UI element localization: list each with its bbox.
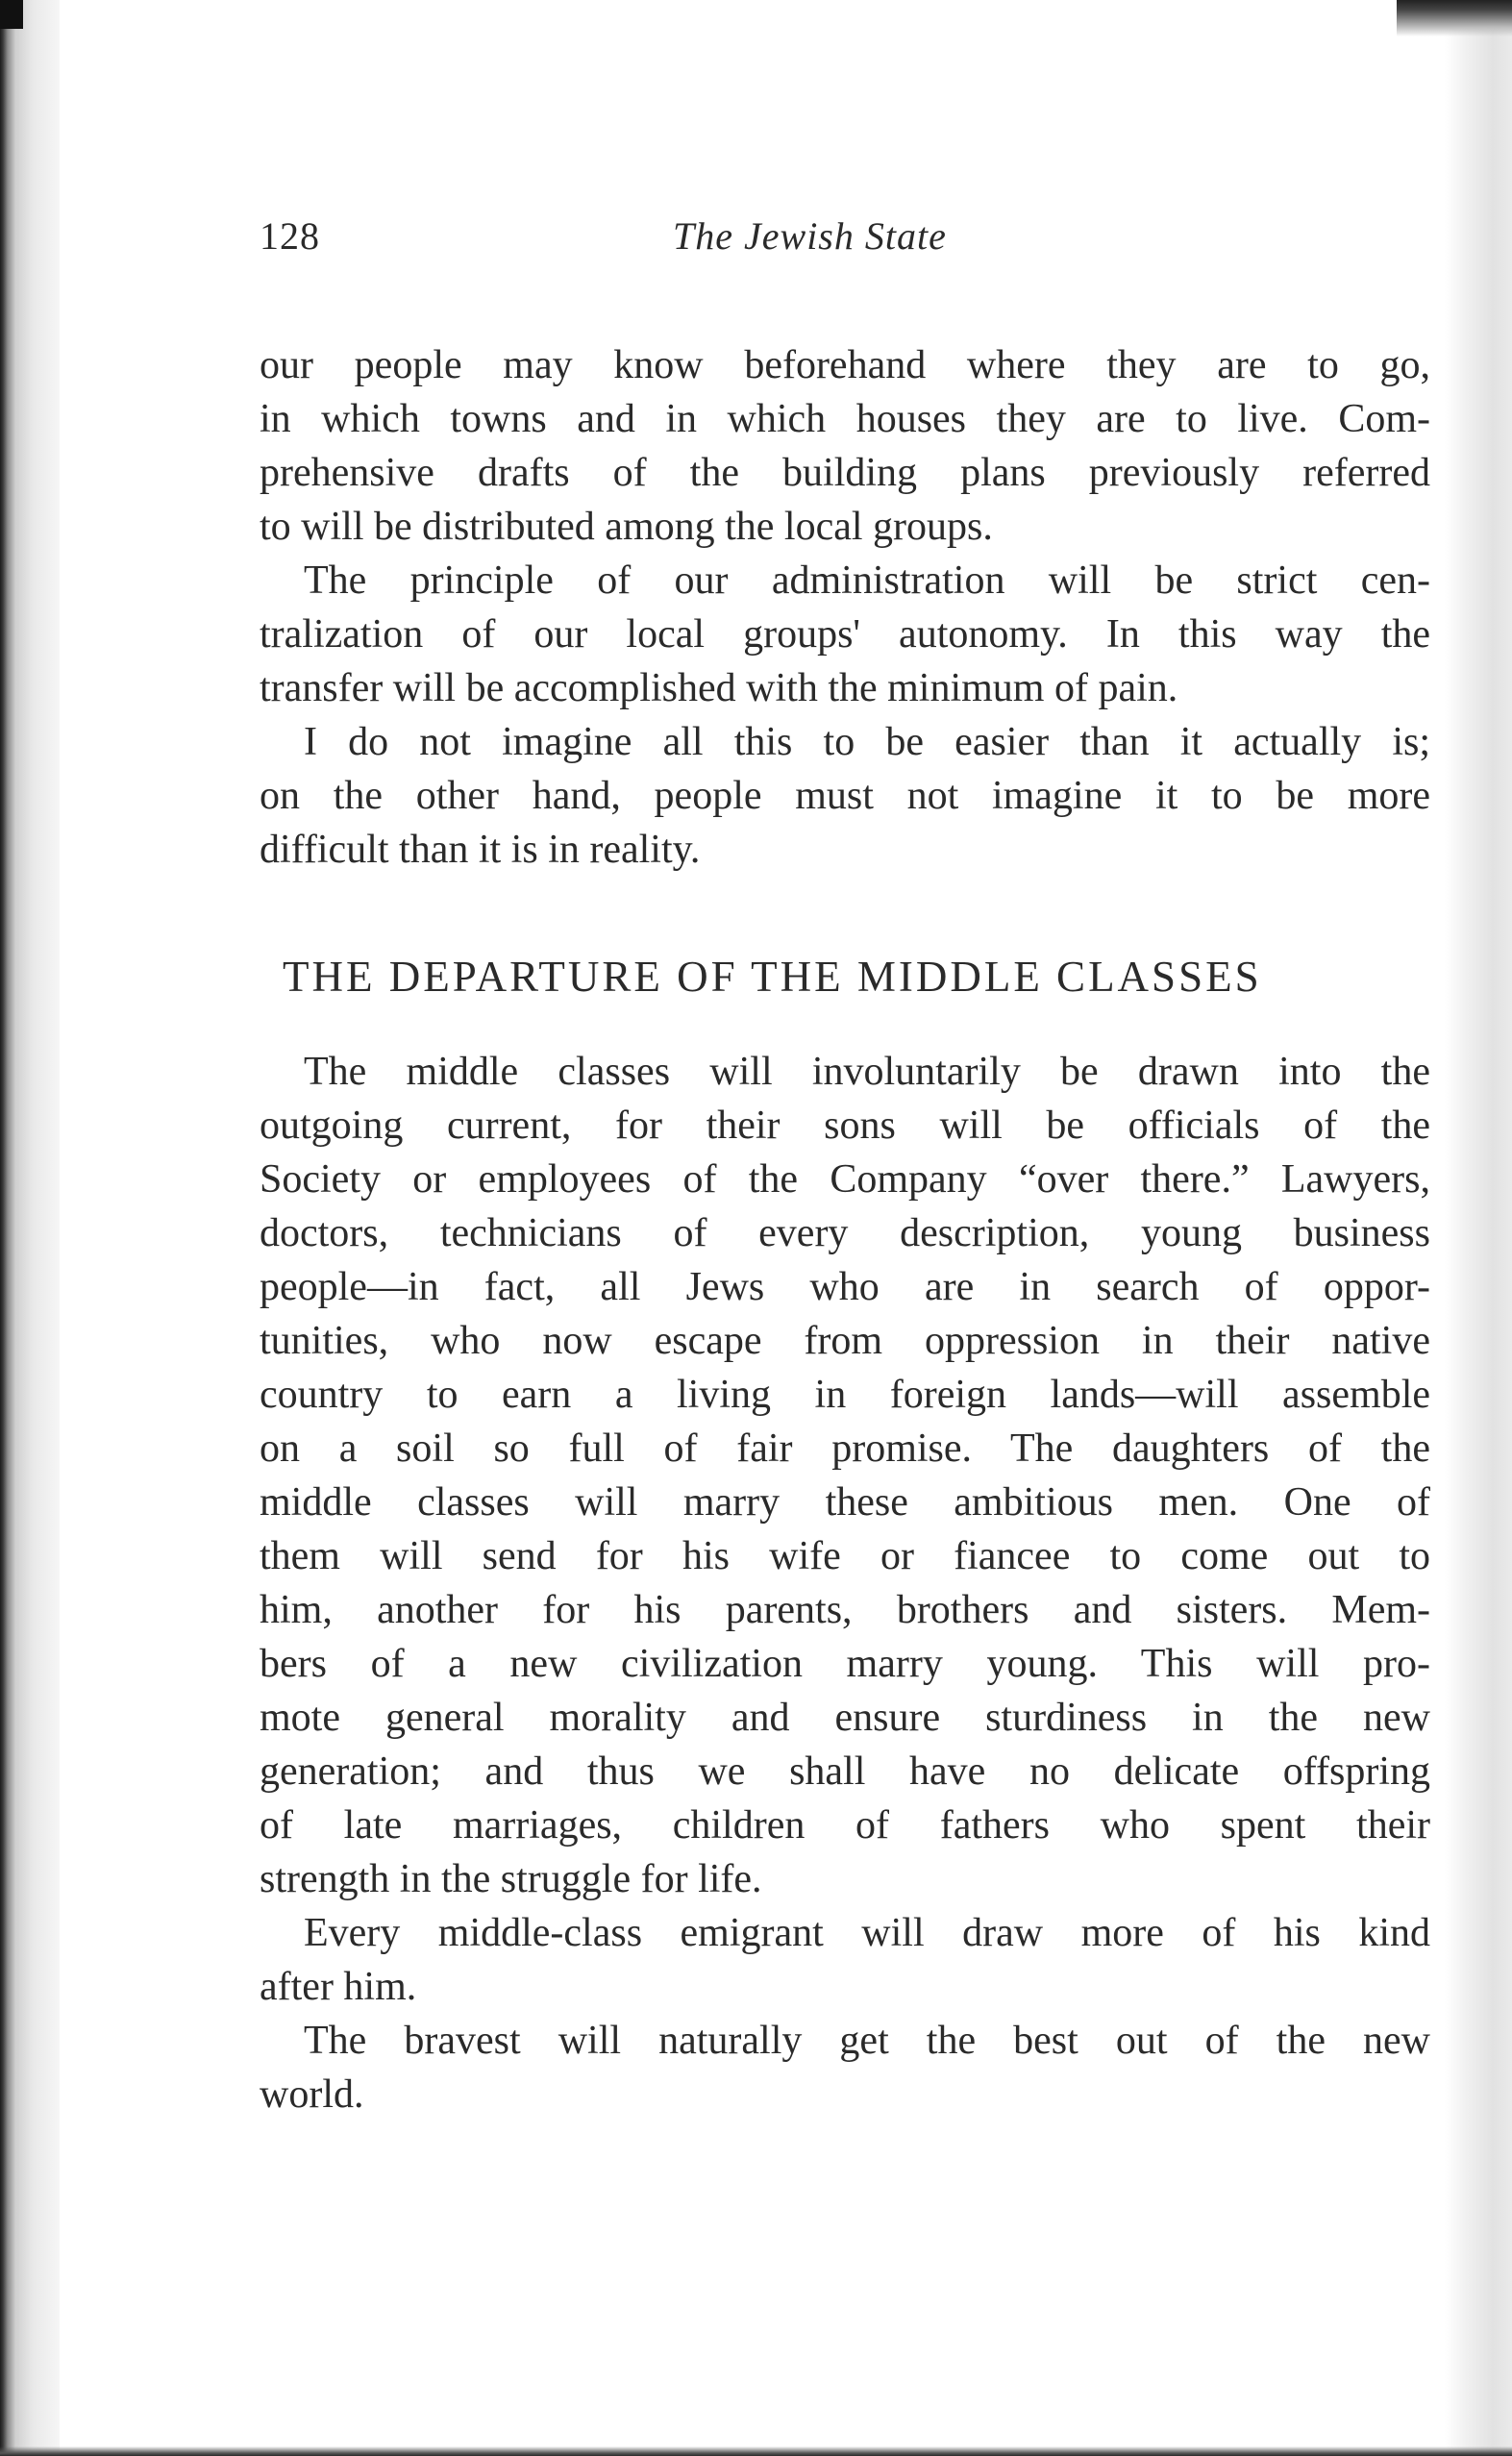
text-line: of late marriages, children of fathers who spent their: [260, 1803, 1430, 1848]
text-line: outgoing current, for their sons will be officials of the: [260, 1104, 1430, 1148]
text-line: bers of a new civilization marry young. This will pro-: [260, 1642, 1430, 1686]
section-1-body: [260, 338, 1430, 877]
section-heading: THE DEPARTURE OF THE MIDDLE CLASSES: [283, 953, 1262, 1001]
text-line: middle classes will marry these ambitious men. One of: [260, 1480, 1430, 1525]
text-line: our people may know beforehand where they are to go,: [260, 343, 1430, 387]
text-line: I do not imagine all this to be easier than it actually is;: [304, 720, 1430, 764]
paragraph: [260, 1045, 1430, 1906]
text-line: Every middle-class emigrant will draw more of his kind: [304, 1911, 1430, 1955]
text-line: him, another for his parents, brothers and sisters. Mem-: [260, 1588, 1430, 1632]
text-line: mote general morality and ensure sturdiness in the new: [260, 1696, 1430, 1740]
paragraph: [260, 2014, 1430, 2121]
text-line: The bravest will naturally get the best out of the new: [304, 2019, 1430, 2063]
page-header: [260, 213, 1434, 271]
scan-corner-shadow: [0, 0, 23, 29]
text-line: Society or employees of the Company “over there.” Lawyers,: [260, 1157, 1430, 1202]
text-line: prehensive drafts of the building plans previously referred: [260, 451, 1430, 495]
text-line: on the other hand, people must not imagine it to be more: [260, 774, 1430, 818]
text-line: The middle classes will involuntarily be drawn into the: [304, 1050, 1430, 1094]
text-line: to will be distributed among the local groups.: [260, 505, 993, 549]
page-number: 128: [260, 214, 320, 258]
scan-left-edge: [0, 0, 60, 2456]
text-line: country to earn a living in foreign lands—will assemble: [260, 1373, 1430, 1417]
text-line: transfer will be accomplished with the minimum of pain.: [260, 666, 1178, 710]
paragraph: [260, 1906, 1430, 2014]
paragraph: [260, 338, 1430, 554]
text-line: tunities, who now escape from oppression in their native: [260, 1319, 1430, 1363]
paragraph: [260, 715, 1430, 877]
text-line: after him.: [260, 1965, 417, 2009]
scan-bottom-edge: [0, 2446, 1512, 2456]
text-line: difficult than it is in reality.: [260, 828, 701, 872]
text-line: The principle of our administration will be strict cen-: [304, 558, 1430, 603]
text-line: tralization of our local groups' autonomy. In this way the: [260, 612, 1430, 657]
text-line: on a soil so full of fair promise. The daughters of the: [260, 1426, 1430, 1471]
section-2-body: [260, 1045, 1430, 2121]
text-line: generation; and thus we shall have no delicate offspring: [260, 1749, 1430, 1794]
running-title: The Jewish State: [673, 214, 947, 258]
text-line: doctors, technicians of every description, young business: [260, 1211, 1430, 1255]
text-line: world.: [260, 2072, 364, 2117]
paragraph: [260, 554, 1430, 715]
text-line: in which towns and in which houses they are to live. Com-: [260, 397, 1430, 441]
scan-top-right-shadow: [1397, 0, 1512, 37]
scan-right-edge: [1445, 0, 1512, 2456]
text-line: them will send for his wife or fiancee to come out to: [260, 1534, 1430, 1578]
text-line: strength in the struggle for life.: [260, 1857, 762, 1901]
text-line: people—in fact, all Jews who are in search of oppor-: [260, 1265, 1430, 1309]
